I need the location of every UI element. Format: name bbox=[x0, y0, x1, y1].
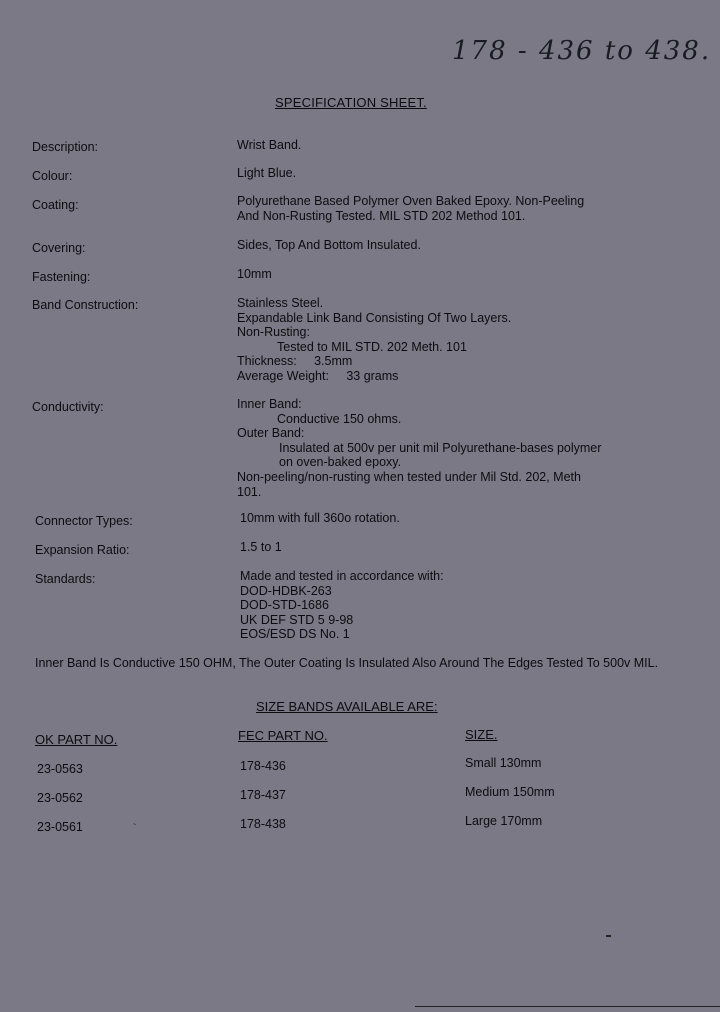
fastening-value: 10mm bbox=[237, 267, 272, 281]
coating-line: And Non-Rusting Tested. MIL STD 202 Method 101. bbox=[237, 208, 526, 223]
fec-part-cell: 178-438 bbox=[240, 817, 286, 831]
scan-speck bbox=[606, 935, 611, 937]
fec-part-cell: 178-437 bbox=[240, 788, 286, 802]
ok-part-cell: 23-0561 bbox=[37, 820, 83, 834]
description-value: Wrist Band. bbox=[237, 138, 302, 152]
stray-mark: ` bbox=[133, 823, 137, 834]
bottom-rule bbox=[415, 1006, 720, 1007]
band-construction-line: Average Weight: 33 grams bbox=[237, 368, 399, 383]
band-construction-line: Non-Rusting: bbox=[237, 325, 310, 340]
standards-line: EOS/ESD DS No. 1 bbox=[240, 627, 350, 642]
standards-line: Made and tested in accordance with: bbox=[240, 569, 444, 583]
band-construction-line: Tested to MIL STD. 202 Meth. 101 bbox=[277, 339, 467, 354]
coating-line: Polyurethane Based Polymer Oven Baked Epoxy. Non-Peeling bbox=[237, 194, 585, 208]
coating-label: Coating: bbox=[32, 198, 79, 212]
conductivity-line: on oven-baked epoxy. bbox=[279, 455, 402, 470]
fec-part-header: FEC PART NO. bbox=[238, 728, 328, 743]
standards-label: Standards: bbox=[35, 572, 96, 586]
fastening-label: Fastening: bbox=[32, 270, 91, 284]
covering-label: Covering: bbox=[32, 241, 86, 255]
standards-line: UK DEF STD 5 9-98 bbox=[240, 612, 354, 627]
band-construction-line: Thickness: 3.5mm bbox=[237, 354, 353, 369]
band-construction-line: Stainless Steel. bbox=[237, 296, 324, 310]
size-cell: Small 130mm bbox=[465, 756, 542, 770]
covering-value: Sides, Top And Bottom Insulated. bbox=[237, 238, 421, 252]
standards-line: DOD-STD-1686 bbox=[240, 598, 329, 613]
conductivity-line: Conductive 150 ohms. bbox=[277, 411, 402, 426]
conductivity-line: Outer Band: bbox=[237, 426, 305, 441]
conductivity-value bbox=[237, 397, 601, 499]
connector-types-value: 10mm with full 360o rotation. bbox=[240, 511, 400, 525]
handwritten-part-range: 178 - 436 to 438. bbox=[452, 36, 712, 66]
band-construction-value bbox=[237, 296, 511, 384]
coating-value bbox=[237, 194, 584, 223]
conductivity-label: Conductivity: bbox=[32, 400, 104, 414]
conductivity-line: Inner Band: bbox=[237, 397, 302, 411]
fec-part-cell: 178-436 bbox=[240, 759, 286, 773]
ok-part-header: OK PART NO. bbox=[35, 732, 118, 747]
size-header: SIZE. bbox=[465, 727, 498, 742]
ok-part-cell: 23-0562 bbox=[37, 791, 83, 805]
connector-types-label: Connector Types: bbox=[35, 514, 133, 528]
description-label: Description: bbox=[32, 140, 98, 154]
expansion-ratio-value: 1.5 to 1 bbox=[240, 540, 282, 554]
standards-value bbox=[240, 569, 444, 642]
sizes-title: SIZE BANDS AVAILABLE ARE: bbox=[256, 699, 438, 714]
size-cell: Large 170mm bbox=[465, 814, 543, 828]
colour-label: Colour: bbox=[32, 169, 73, 183]
conductivity-line: 101. bbox=[237, 484, 262, 499]
colour-value: Light Blue. bbox=[237, 166, 297, 180]
size-cell: Medium 150mm bbox=[465, 785, 555, 799]
expansion-ratio-label: Expansion Ratio: bbox=[35, 543, 130, 557]
standards-line: DOD-HDBK-263 bbox=[240, 583, 332, 598]
band-construction-label: Band Construction: bbox=[32, 298, 139, 312]
conductivity-line: Non-peeling/non-rusting when tested under Mil Std. 202, Meth bbox=[237, 469, 581, 484]
ok-part-cell: 23-0563 bbox=[37, 762, 83, 776]
conductivity-line: Insulated at 500v per unit mil Polyurethane-bases polymer bbox=[279, 440, 602, 455]
inner-band-note: Inner Band Is Conductive 150 OHM, The Outer Coating Is Insulated Also Around The Edges Tested To 500v MIL. bbox=[35, 656, 659, 670]
page-title: SPECIFICATION SHEET. bbox=[275, 95, 427, 110]
band-construction-line: Expandable Link Band Consisting Of Two Layers. bbox=[237, 310, 512, 325]
